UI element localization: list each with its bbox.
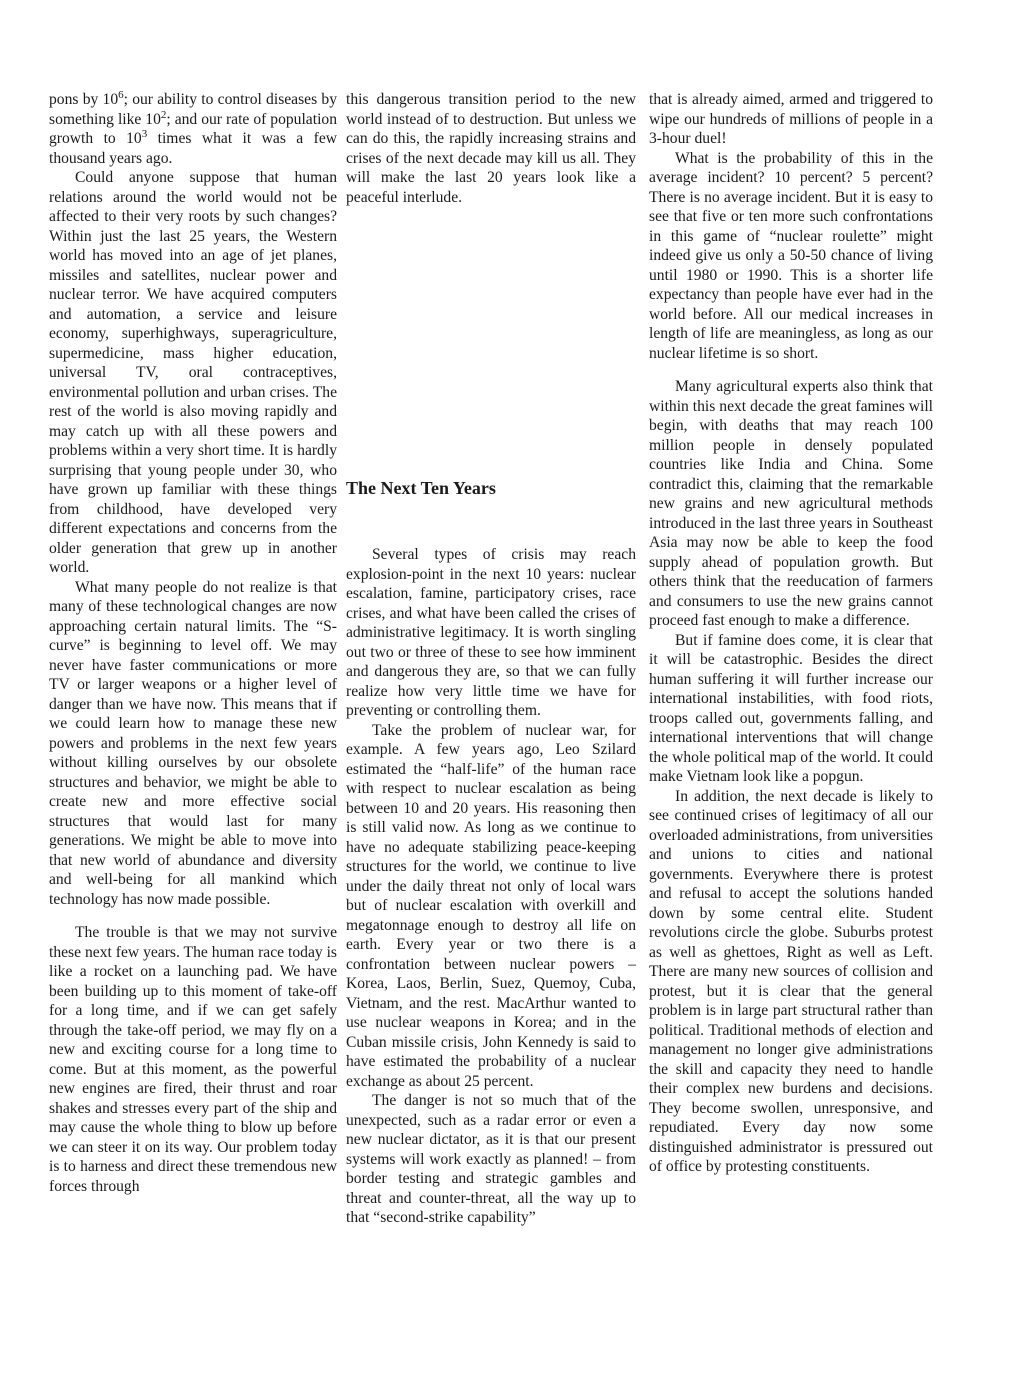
paragraph: In addition, the next decade is likely to see continued crises of legitimacy of all our overloaded administrations, from universities and unions to cities and national governments. Everywhere there is protest and refusal to accept the solutions handed down by some central elite. Student revolutions circle the globe. Suburbs protest as well as ghettoes, Right as well as Left. There are many new sources of collision and protest, but it is clear that the general problem is in large part structural rather than political. Traditional methods of election and management no longer give administrations the skill and capacity they need to handle their complex new burdens and decisions. They become swollen, unresponsive, and repudiated. Every day now some distinguished administrator is pressured out of office by protesting constituents. bbox=[649, 787, 933, 1175]
paragraph: What many people do not realize is that many of these technological changes are now approaching certain natural limits. The “S-curve” is beginning to level off. We may never have faster communications or more TV or larger weapons or a higher level of danger than we have now. This means that if we could learn how to manage these new powers and problems in the next few years without killing ourselves by our obsolete structures and behavior, we might be able to create new and more effective social structures that would last for many generations. We might be able to move into that new world of abundance and diversity and well-being for all mankind which technology has now made possible. bbox=[49, 578, 337, 908]
paragraph: Many agricultural experts also think that within this next decade the great famines will begin, with deaths that may reach 100 million people in densely populated countries like India and China. Some contradict this, claiming that the remarkable new grains and new agricultural methods introduced in the last three years in Southeast Asia may now be able to keep the food supply ahead of population growth. But others think that the reeducation of farmers and consumers to use the new grains cannot proceed fast enough to make a difference. bbox=[649, 378, 933, 629]
paragraph: that is already aimed, armed and triggered to wipe our hundreds of millions of people in a 3-hour duel! bbox=[649, 91, 933, 147]
paragraph: Could anyone suppose that human relations around the world would not be affected to their very roots by such changes? Within just the last 25 years, the Western world has moved into an age of jet planes, missiles and satellites, nuclear power and nuclear terror. We have acquired computers and automation, a service and leisure economy, superhighways, superagriculture, supermedicine, mass higher education, universal TV, oral contraceptives, environmental pollution and urban crises. The rest of the world is also moving rapidly and may catch up with all these powers and problems within a very short time. It is hardly surprising that young people under 30, who have grown up familiar with these things from childhood, have developed very different expectations and concerns from the older generation that grew up in another world. bbox=[49, 169, 337, 576]
exponent: 6 bbox=[118, 88, 124, 101]
column-left bbox=[49, 90, 337, 1196]
exponent: 2 bbox=[160, 108, 167, 121]
paragraph: pons by $10^6$; our ability to control diseases by something like $10^2$; and our rate of population growth to $10^3$ times what it was a few thousand years ago. bbox=[49, 88, 338, 167]
paragraph: The danger is not so much that of the unexpected, such as a radar error or even a new nuclear dictator, as it is that our present systems will work exactly as planned! – from border testing and strategic gambles and threat and counter-threat, all the way up to that “second-strike capability” bbox=[346, 1092, 636, 1226]
column-right bbox=[649, 90, 933, 1177]
paragraph: What is the probability of this in the average incident? 10 percent? 5 percent? There is no average incident. But it is easy to see that five or ten more such confrontations in this game of “nuclear roulette” might indeed give us only a 50-50 chance of living until 1980 or 1990. This is a shorter life expectancy than people have ever had in the world before. All our medical increases in length of life are meaningless, as long as our nuclear lifetime is so short. bbox=[649, 149, 933, 362]
section-heading: The Next Ten Years bbox=[346, 478, 496, 498]
paragraph: this dangerous transition period to the new world instead of to destruction. But unless we can do this, the rapidly increasing strains and crises of the next decade may kill us all. They will make the last 20 years look like a peaceful interlude. bbox=[346, 91, 636, 206]
paragraph: The trouble is that we may not survive these next few years. The human race today is like a rocket on a launching pad. We have been building up to this moment of take-off for a long time, and if we can get safely through the take-off period, we may fly on a new and exciting course for a long time to come. But at this moment, as the powerful new engines are fired, their thrust and roar shakes and stresses every part of the ship and may cause the whole thing to blow up before we can steer it on its way. Our problem today is to harness and direct these tremendous new forces through bbox=[49, 924, 337, 1195]
paragraph: Several types of crisis may reach explosion-point in the next 10 years: nuclear escalation, famine, participatory crises, race crises, and what have been called the crises of administrative legitimacy. It is worth singling out two or three of these to see how imminent and dangerous they are, so that we can fully realize how very little time we have for preventing or controlling them. bbox=[346, 546, 636, 719]
column-middle bbox=[346, 90, 636, 1228]
paragraph: Take the problem of nuclear war, for example. A few years ago, Leo Szilard estimated the “half-life” of the human race with respect to nuclear escalation as being between 10 and 20 years. His reasoning then is still valid now. As long as we continue to have no adequate stabilizing peace-keeping structures for the world, we continue to live under the daily threat not only of local wars but of nuclear escalation with overkill and megatonnage enough to destroy all life on earth. Every year or two there is a confrontation between nuclear powers – Korea, Laos, Berlin, Suez, Quemoy, Cuba, Vietnam, and the rest. MacArthur wanted to use nuclear weapons in Korea; and in the Cuban missile crisis, John Kennedy is said to have estimated the probability of a nuclear exchange as about 25 percent. bbox=[346, 721, 636, 1090]
paragraph: But if famine does come, it is clear that it will be catastrophic. Besides the direct human suffering it will further increase our international instabilities, with food riots, troops called out, governments falling, and international interventions that will change the whole political map of the world. It could make Vietnam look like a popgun. bbox=[649, 631, 933, 785]
exponent: 3 bbox=[141, 127, 148, 140]
